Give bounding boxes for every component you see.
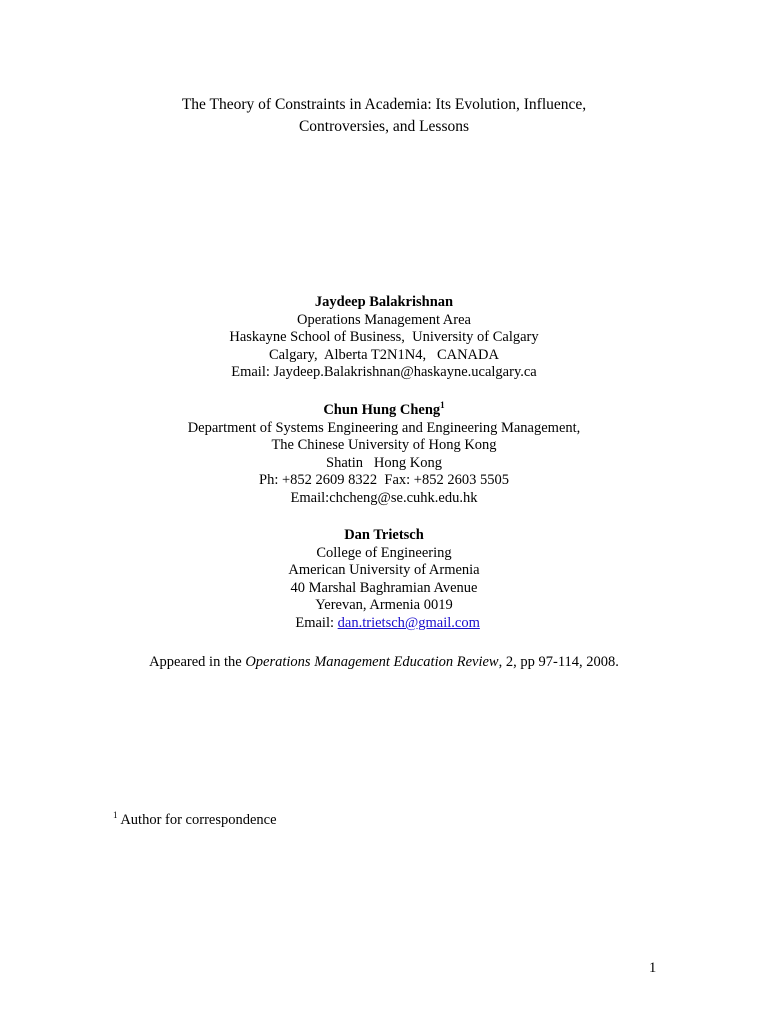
paper-title-line-2: Controversies, and Lessons bbox=[298, 118, 470, 135]
author-email-line bbox=[0, 615, 768, 633]
author-block-3 bbox=[0, 527, 768, 633]
author-affiliation-line: College of Engineering bbox=[316, 544, 452, 561]
author-affiliation-line: The Chinese University of Hong Kong bbox=[271, 437, 497, 454]
page-number: 1 bbox=[649, 960, 657, 976]
author-address-line: 40 Marshal Baghramian Avenue bbox=[290, 579, 478, 596]
author-address-line: Yerevan, Armenia 0019 bbox=[315, 597, 453, 614]
author-email-line: Email: Jaydeep.Balakrishnan@haskayne.ucalgary.ca bbox=[231, 364, 537, 381]
publication-suffix: , 2, pp 97-114, 2008. bbox=[498, 654, 619, 670]
email-prefix: Email: bbox=[288, 614, 338, 631]
footnote-marker: 1 bbox=[440, 400, 445, 411]
journal-name: Operations Management Education Review bbox=[245, 654, 499, 670]
author-name bbox=[0, 402, 768, 420]
paper-title-line-1: The Theory of Constraints in Academia: Its Evolution, Influence, bbox=[181, 96, 587, 113]
footnote bbox=[113, 811, 277, 829]
author-name: Dan Trietsch bbox=[344, 527, 424, 543]
author-phone-line: Ph: +852 2609 8322 Fax: +852 2603 5505 bbox=[259, 472, 509, 489]
author-block-2 bbox=[0, 402, 768, 508]
author-block-1 bbox=[0, 294, 768, 382]
author-affiliation-line: Haskayne School of Business, University of Calgary bbox=[229, 329, 539, 346]
publication-note bbox=[0, 653, 768, 671]
publication-prefix: Appeared in the bbox=[149, 654, 246, 670]
email-link[interactable]: dan.trietsch@gmail.com bbox=[337, 614, 480, 631]
author-address-line: Shatin Hong Kong bbox=[326, 454, 442, 471]
author-email-line: Email:chcheng@se.cuhk.edu.hk bbox=[290, 489, 478, 506]
author-affiliation-line: Department of Systems Engineering and Engineering Management, bbox=[187, 419, 581, 436]
footnote-text: Author for correspondence bbox=[117, 812, 277, 828]
author-address-line: Calgary, Alberta T2N1N4, CANADA bbox=[269, 346, 499, 363]
paper-title bbox=[0, 94, 768, 138]
author-name-text: Chun Hung Cheng bbox=[323, 402, 441, 418]
author-affiliation-line: Operations Management Area bbox=[297, 311, 471, 328]
author-name: Jaydeep Balakrishnan bbox=[314, 294, 454, 310]
author-affiliation-line: American University of Armenia bbox=[288, 562, 480, 579]
footnote-marker: 1 bbox=[113, 810, 118, 821]
